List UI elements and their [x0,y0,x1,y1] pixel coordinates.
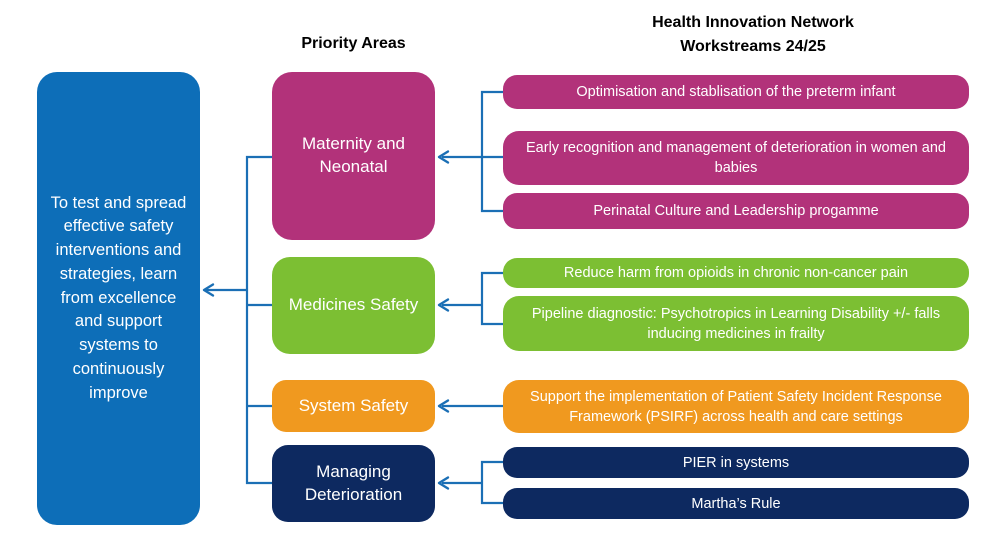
connector-maternity-bracket [482,92,503,211]
priority-box-maternity-and-neonatal: Maternity and Neonatal [272,72,435,240]
workstreams-heading-line2: Workstreams 24/25 [680,38,826,55]
managing-arrowhead-icon [439,478,448,489]
connector-medicines-bracket [482,273,503,324]
workstream-box-pier-in-systems: PIER in systems [503,447,969,478]
workstream-box-psirf: Support the implementation of Patient Safety Incident Response Framework (PSIRF) across health and care settings [503,380,969,433]
priority-box-system-safety: System Safety [272,380,435,432]
workstream-box-opioids: Reduce harm from opioids in chronic non-cancer pain [503,258,969,288]
connector-left-trunk [247,157,272,483]
workstream-box-perinatal-culture: Perinatal Culture and Leadership progamme [503,193,969,229]
workstream-box-deterioration-women-babies: Early recognition and management of deterioration in women and babies [503,131,969,185]
priority-areas-heading: Priority Areas [301,35,406,52]
mission-arrowhead-icon [204,285,213,296]
workstreams-heading-line1: Health Innovation Network [652,14,854,31]
workstream-box-preterm-infant: Optimisation and stablisation of the preterm infant [503,75,969,109]
mission-statement-box: To test and spread effective safety interventions and strategies, learn from excellence and support systems to continuously improve [37,72,200,525]
medicines-arrowhead-icon [439,300,448,311]
workstream-box-pipeline-diagnostic: Pipeline diagnostic: Psychotropics in Learning Disability +/- falls inducing medicines in frailty [503,296,969,351]
workstream-box-marthas-rule: Martha’s Rule [503,488,969,519]
priority-box-medicines-safety: Medicines Safety [272,257,435,354]
priority-box-managing-deterioration: Managing Deterioration [272,445,435,522]
maternity-arrowhead-icon [439,152,448,163]
system-arrowhead-icon [439,401,448,412]
workstreams-heading [553,11,953,59]
connector-managing-bracket [482,462,503,503]
